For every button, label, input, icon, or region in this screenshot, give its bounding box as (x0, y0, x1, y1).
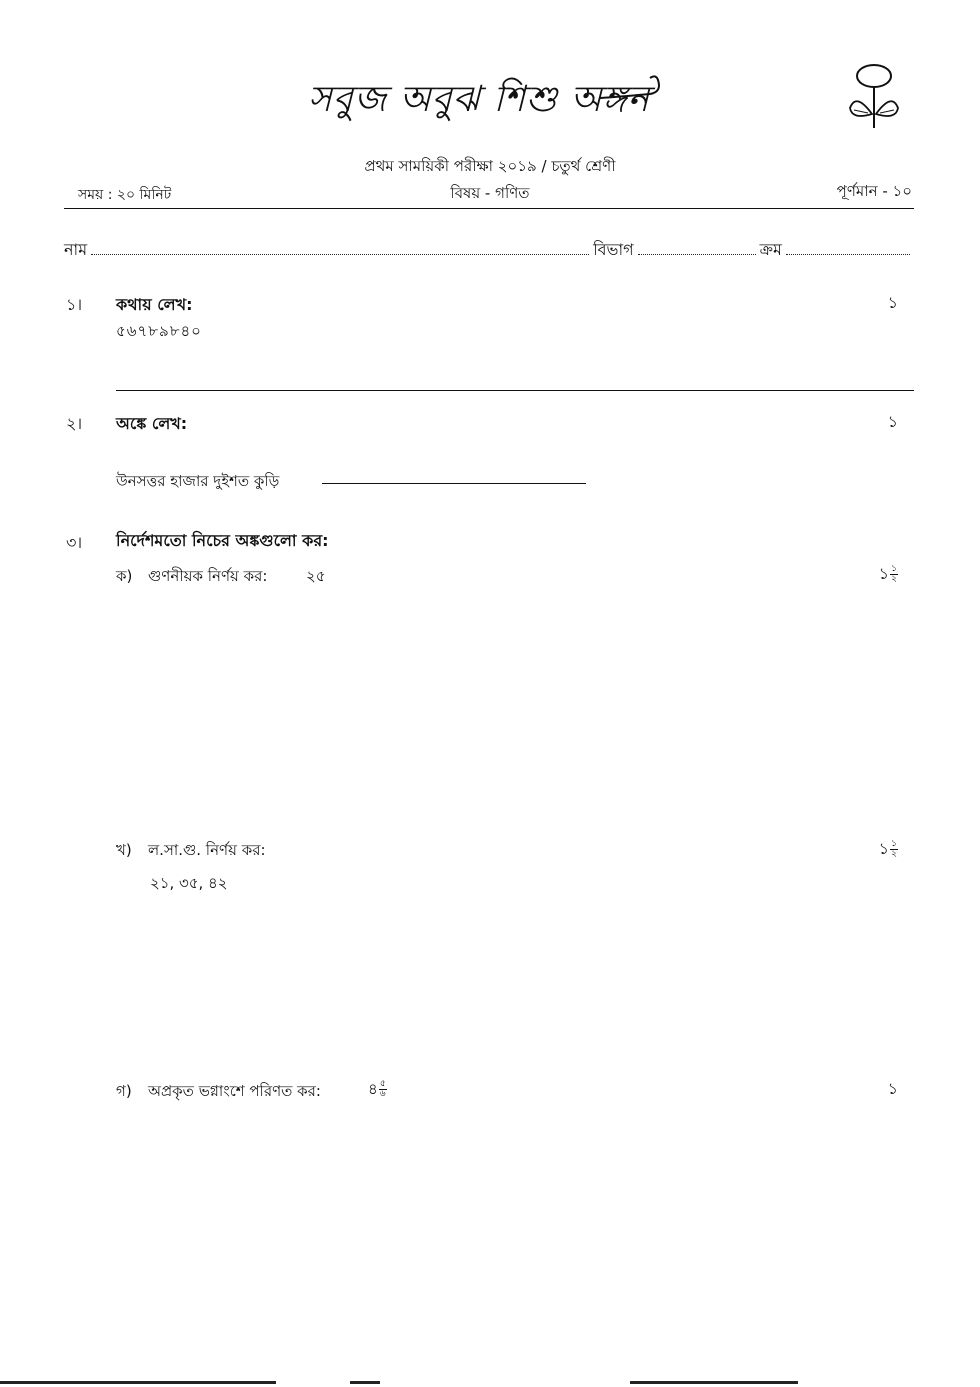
question-1-marks: ১ (887, 293, 898, 312)
mixed-number-whole: ৪ (368, 1080, 378, 1098)
name-label: নাম (64, 240, 88, 259)
question-3a-label: ক) (116, 567, 133, 585)
question-3b-marks-whole: ১ (878, 839, 889, 858)
exam-subject: বিষয় - গণিত (450, 184, 530, 202)
question-3b-label: খ) (116, 841, 132, 859)
scan-edge-mark (630, 1381, 798, 1384)
question-2-answer-line[interactable] (322, 483, 586, 484)
fraction-denominator: ৬ (379, 1089, 386, 1099)
question-1-number-value: ৫৬৭৮৯৮৪০ (116, 322, 202, 340)
full-marks: পূর্ণমান - ১০ (836, 182, 912, 200)
name-field[interactable] (91, 242, 589, 255)
roll-label: ক্রম (759, 240, 782, 259)
exam-title: প্রথম সাময়িকী পরীক্ষা ২০১৯ / চতুর্থ শ্রেণী (364, 157, 616, 175)
header-divider (64, 208, 914, 209)
mixed-number-fraction (379, 1080, 387, 1099)
fraction-numerator: ৫ (379, 1079, 386, 1089)
section-label: বিভাগ (593, 240, 634, 259)
question-3b-text: ল.সা.গু. নির্ণয় কর: (148, 841, 266, 859)
question-3a-value: ২৫ (306, 567, 326, 585)
question-3-text: নির্দেশমতো নিচের অঙ্কগুলো কর: (116, 531, 329, 550)
question-3a-marks-fraction (890, 565, 898, 584)
question-2-words: উনসত্তর হাজার দুইশত কুড়ি (116, 472, 280, 490)
question-2-number: ২। (66, 414, 83, 433)
fraction-numerator: ১ (891, 564, 897, 574)
fraction-denominator: ২ (891, 574, 897, 584)
question-1-number: ১। (66, 295, 83, 314)
question-2-marks: ১ (887, 412, 898, 431)
question-3a-marks-whole: ১ (878, 564, 889, 583)
question-3b-marks-fraction (890, 840, 898, 859)
question-3b-marks (879, 836, 898, 863)
fraction-numerator: ১ (891, 839, 897, 849)
section-field[interactable] (638, 242, 756, 255)
student-info-row (64, 237, 914, 264)
school-name: সবুজ অবুঝ শিশু অঙ্গন (308, 79, 650, 120)
exam-time: সময় : ২০ মিনিট (78, 187, 172, 203)
question-3-number: ৩। (66, 533, 83, 552)
question-1-text: কথায় লেখ: (116, 295, 193, 314)
title-flourish-icon (598, 70, 668, 110)
question-3c-text: অপ্রকৃত ভগ্নাংশে পরিণত কর: (148, 1082, 321, 1100)
question-3b-value: ২১, ৩৫, ৪২ (150, 874, 228, 892)
fraction-denominator: ২ (891, 849, 897, 859)
question-3c-value (368, 1078, 387, 1103)
tree-leaf-logo-icon (838, 62, 908, 132)
question-3a-text: গুণনীয়ক নির্ণয় কর: (148, 567, 268, 585)
question-3c-marks: ১ (887, 1079, 898, 1098)
question-3c-label: গ) (116, 1082, 132, 1100)
question-2-text: অঙ্কে লেখ: (116, 414, 188, 433)
question-3a-marks (879, 561, 898, 588)
scan-edge-mark (0, 1381, 276, 1384)
question-1-answer-line[interactable] (116, 390, 914, 391)
scan-edge-mark (350, 1381, 380, 1384)
roll-field[interactable] (786, 242, 910, 255)
